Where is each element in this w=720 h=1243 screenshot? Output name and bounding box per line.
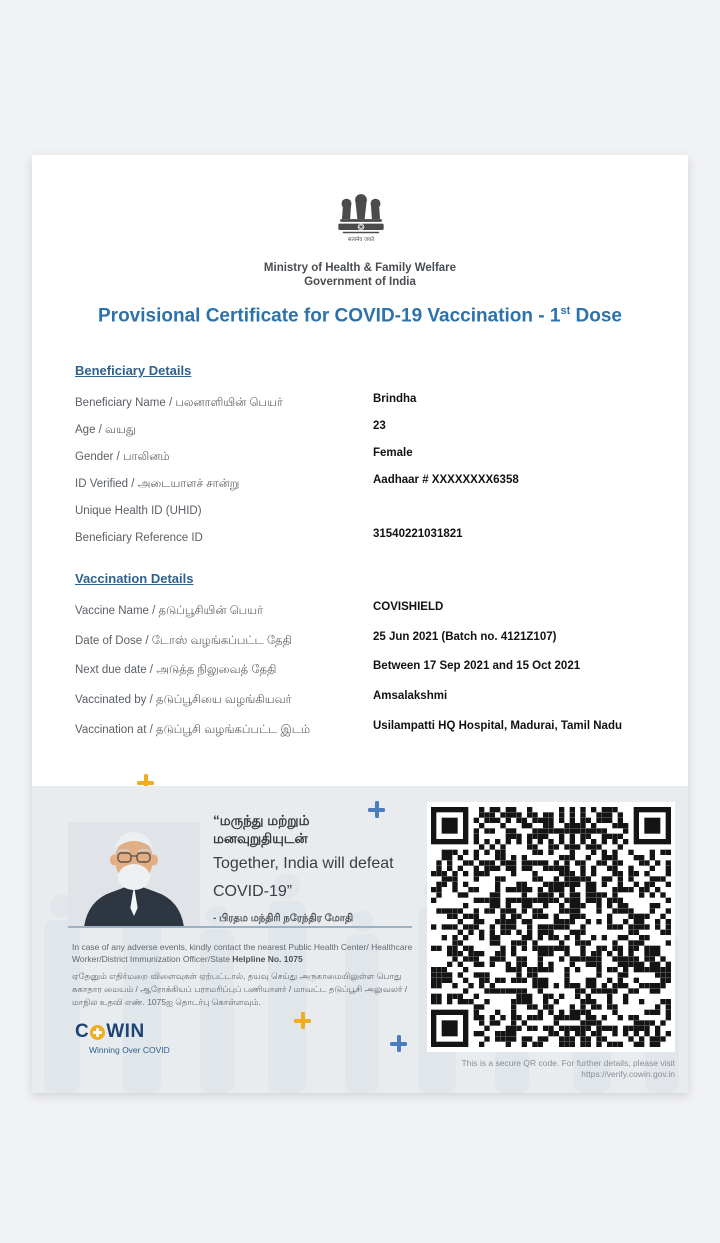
field-row-id-verified xyxy=(75,474,655,490)
qr-code xyxy=(427,802,675,1052)
cowin-banner xyxy=(32,786,688,1093)
certificate-title-text: Provisional Certificate for COVID-19 Vaccination - 1 xyxy=(98,305,561,327)
pm-quote xyxy=(213,812,438,925)
cowin-plus-icon xyxy=(90,1025,105,1040)
field-value: 23 xyxy=(373,420,386,432)
field-label: Unique Health ID (UHID) xyxy=(75,505,202,517)
cowin-logo-win: WIN xyxy=(106,1021,145,1042)
field-row-beneficiary-name xyxy=(75,393,655,409)
ministry-line1: Ministry of Health & Family Welfare xyxy=(263,262,457,274)
field-label: Beneficiary Reference ID xyxy=(75,532,203,544)
plus-icon xyxy=(390,1035,407,1052)
vaccination-details-heading: Vaccination Details xyxy=(75,571,194,586)
field-label: Gender / பாலினம் xyxy=(75,451,170,463)
certificate-title-ordinal: st xyxy=(560,305,571,317)
field-label: Date of Dose / டோஸ் வழங்கப்பட்ட தேதி xyxy=(75,635,292,647)
field-label: Vaccination at / தடுப்பூசி வழங்கப்பட்ட இடம் xyxy=(75,724,311,736)
field-label: Vaccine Name / தடுப்பூசியின் பெயர் xyxy=(75,605,264,617)
field-label: Next due date / அடுத்த நிலுவைத் தேதி xyxy=(75,664,277,676)
field-row-dose-date xyxy=(75,631,655,647)
field-value: Usilampatti HQ Hospital, Madurai, Tamil Nadu xyxy=(373,720,622,732)
qr-code-canvas xyxy=(431,807,671,1047)
cowin-logo xyxy=(75,1021,170,1055)
field-row-vaccinated-by xyxy=(75,690,655,706)
field-value: COVISHIELD xyxy=(373,601,444,613)
field-label: Beneficiary Name / பலனாளியின் பெயர் xyxy=(75,397,283,409)
ministry-header xyxy=(32,261,688,289)
verify-url-link[interactable]: https://verify.cowin.gov.in xyxy=(581,1069,675,1079)
field-label: ID Verified / அடையாளச் சான்று xyxy=(75,478,240,490)
india-national-emblem-icon xyxy=(332,189,390,251)
field-row-next-due xyxy=(75,660,655,676)
quote-tamil-line1: “மருந்து மற்றும் xyxy=(213,813,310,828)
beneficiary-details-heading: Beneficiary Details xyxy=(75,363,192,378)
field-label: Vaccinated by / தடுப்பூசியை வழங்கியவர் xyxy=(75,694,292,706)
adverse-text-tamil: ஏதேனும் எதிர்மறை விளைவுகள் ஏற்பட்டால், தயவு செய்து அருகாமையிலுள்ள பொது சுகாதார மையம் / ஆரோக்கியப் பராமரிப்புப் பணியாளர் / மாவட்ட தடுப்பூசி அலுவலர் / மாநில உதவி எண். 1075ஐ தொடர்பு கொள்ளவும். xyxy=(72,971,408,1007)
field-value: Aadhaar # XXXXXXXX6358 xyxy=(373,474,519,486)
field-label: Age / வயது xyxy=(75,424,136,436)
field-row-vaccine-name xyxy=(75,601,655,617)
quote-tamil-line2: மனவுறுதியுடன் xyxy=(213,831,308,846)
quote-english-line2: COVID-19” xyxy=(213,883,293,900)
field-value: Female xyxy=(373,447,413,459)
field-value: Amsalakshmi xyxy=(373,690,448,702)
field-value: Between 17 Sep 2021 and 15 Oct 2021 xyxy=(373,660,581,672)
field-row-age xyxy=(75,420,655,436)
pm-portrait-photo xyxy=(68,822,200,927)
cowin-logo-c: C xyxy=(75,1021,90,1042)
certificate-title xyxy=(32,305,688,327)
field-row-gender xyxy=(75,447,655,463)
plus-icon xyxy=(294,1012,311,1029)
certificate-title-dose: Dose xyxy=(570,305,622,327)
qr-caption xyxy=(405,1058,675,1080)
emblem-motto: सत्यमेव जयते xyxy=(347,236,375,243)
quote-attribution: - பிரதம மந்திரி நரேந்திர மோதி xyxy=(213,913,354,924)
adverse-events-notice xyxy=(72,941,422,1009)
adverse-text-en: In case of any adverse events, kindly contact the nearest Public Health Center/ Healthcare Worker/District Immunization Officer/State xyxy=(72,942,413,964)
qr-caption-line1: This is a secure QR code. For further details, please visit xyxy=(461,1058,675,1068)
field-row-uhid xyxy=(75,501,655,517)
field-row-reference-id xyxy=(75,528,655,544)
helpline-number: Helpline No. 1075 xyxy=(232,954,303,964)
cowin-tagline: Winning Over COVID xyxy=(89,1045,170,1055)
field-row-vaccination-at xyxy=(75,720,655,736)
field-value: 31540221031821 xyxy=(373,528,463,540)
quote-english-line1: Together, India will defeat xyxy=(213,855,394,872)
field-value: 25 Jun 2021 (Batch no. 4121Z107) xyxy=(373,631,557,643)
certificate-card xyxy=(32,155,688,1093)
field-value: Brindha xyxy=(373,393,417,405)
banner-divider xyxy=(68,926,412,928)
ministry-line2: Government of India xyxy=(304,276,416,288)
